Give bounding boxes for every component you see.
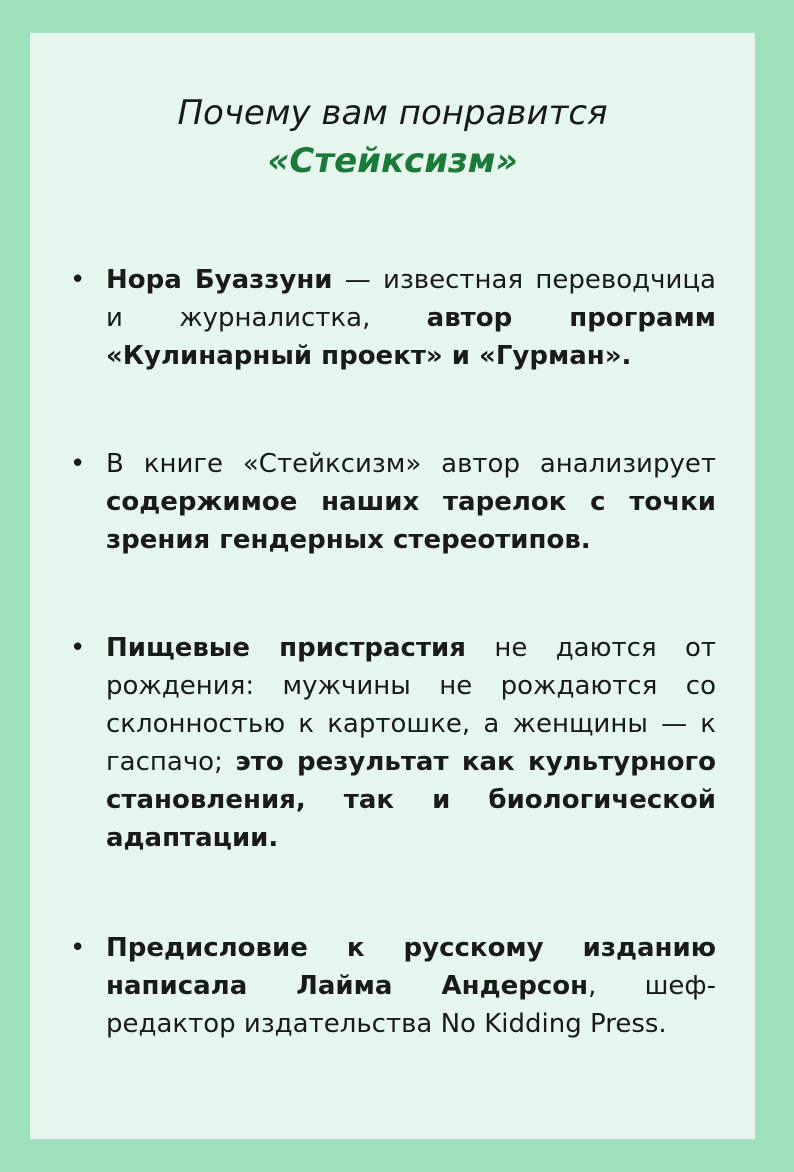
bullet-icon: • — [70, 633, 86, 663]
text-segment: Предисловие к русскому изданию написала Лайма Андерсон — [106, 933, 716, 1001]
text-segment: не даются от рождения: мужчины не рождаются со склонностью к картошке, а женщины — к гаспачо; — [106, 633, 717, 777]
text-segment: содержимое наших тарелок с точки зрения гендерных стереотипов. — [106, 487, 716, 555]
text-segment: автор программ «Кулинарный проект» и «Гурман». — [106, 303, 716, 371]
text-segment: В книге «Стейксизм» автор анализирует — [106, 449, 716, 479]
title-line1: Почему вам понравится — [177, 93, 608, 133]
text-segment: , шеф-редактор издательства No Kidding Press. — [106, 971, 716, 1039]
list-item-text — [106, 629, 716, 857]
page-title — [30, 89, 755, 185]
text-segment: Нора Буаззуни — [106, 265, 333, 295]
title-book-name: «Стейксизм» — [267, 141, 518, 181]
bullet-icon: • — [70, 265, 86, 295]
info-card — [30, 33, 755, 1139]
bullet-icon: • — [70, 933, 86, 963]
text-segment: это результат как культурного становления, так и биологической адаптации. — [106, 747, 716, 853]
bullet-icon: • — [70, 449, 86, 479]
text-segment: — известная переводчица и журналистка, — [106, 265, 716, 333]
text-segment: Пищевые пристрастия — [106, 633, 466, 663]
list-item-text — [106, 929, 716, 1043]
list-item-text — [106, 261, 716, 375]
list-item-text — [106, 445, 716, 559]
